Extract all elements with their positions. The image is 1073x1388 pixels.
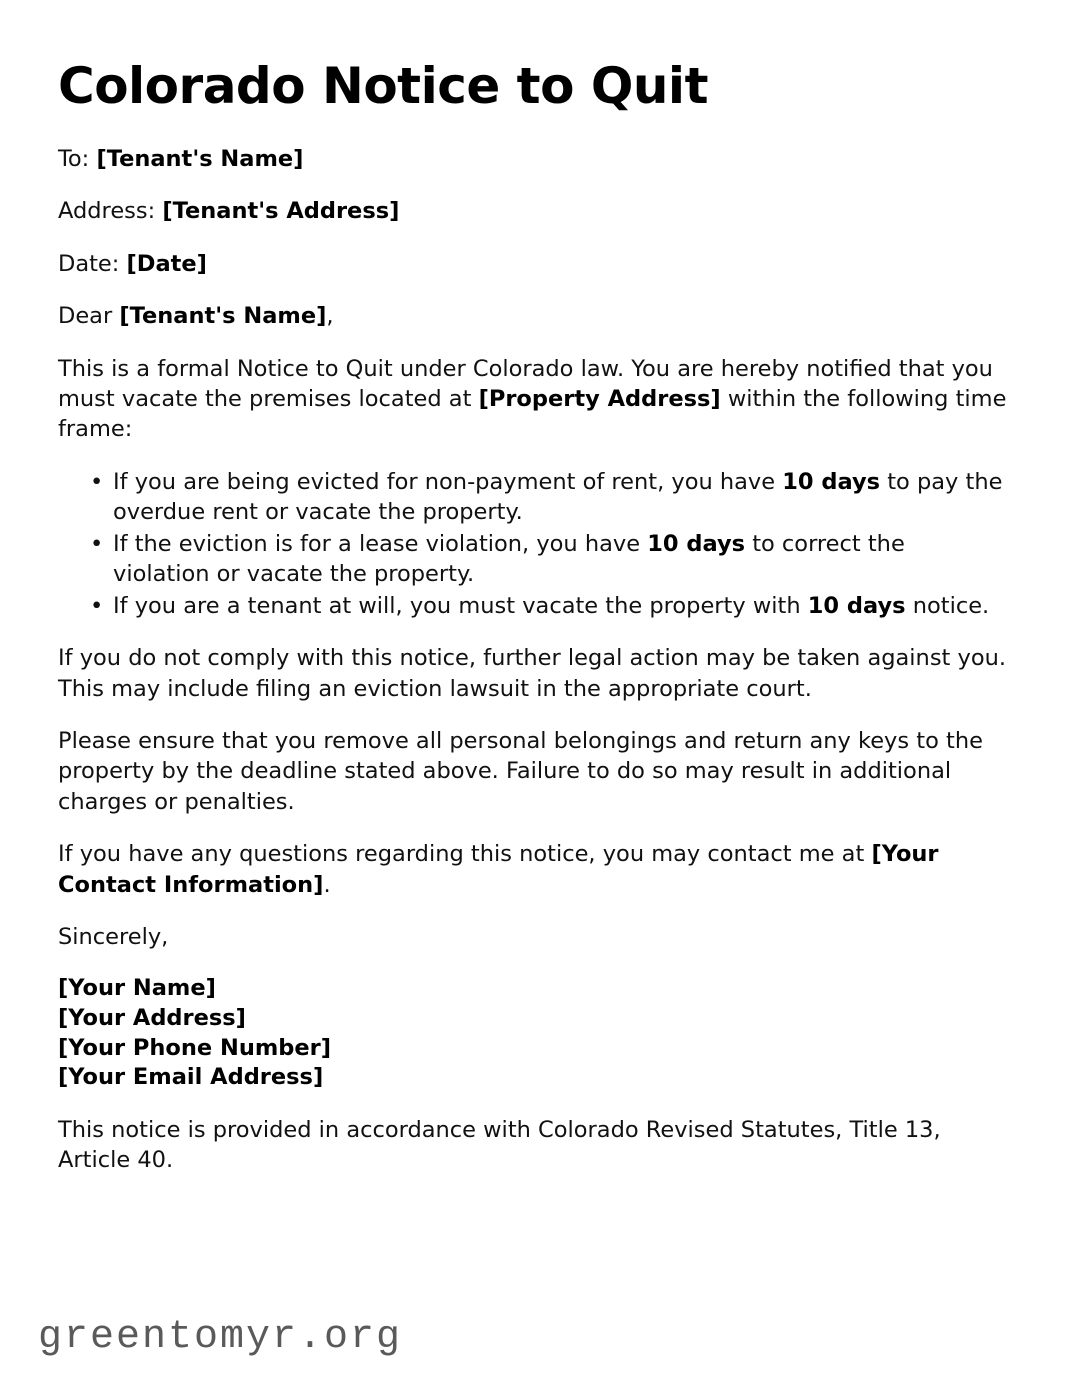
- document-content: [58, 58, 1008, 1198]
- intro-text-after: within the following time frame:: [58, 385, 1007, 443]
- signature-phone: [Your Phone Number]: [58, 1034, 332, 1061]
- field-address-value: [Tenant's Address]: [162, 198, 400, 225]
- signature-email: [Your Email Address]: [58, 1064, 324, 1091]
- timeframe-list: [58, 467, 1008, 622]
- compliance-paragraph: If you do not comply with this notice, further legal action may be taken against you. This may include filing an eviction lawsuit in the appropriate court.: [58, 645, 1007, 702]
- field-date: [58, 249, 1008, 279]
- contact-text-before: If you have any questions regarding this notice, you may contact me at: [58, 841, 865, 868]
- salutation-prefix: Dear: [58, 303, 113, 330]
- contact-text-after: .: [323, 871, 331, 898]
- bullet-emphasis: 10 days: [782, 468, 881, 495]
- intro-text-before: This is a formal Notice to Quit under Colorado law. You are hereby notified that you must vacate the premises located at: [58, 355, 993, 412]
- signature-name: [Your Name]: [58, 975, 216, 1002]
- field-to-value: [Tenant's Name]: [96, 146, 304, 172]
- bullet-emphasis: 10 days: [647, 530, 746, 557]
- bullet-text-after: to correct the violation or vacate the property.: [113, 530, 905, 588]
- list-item: [58, 529, 1008, 589]
- signature-address: [Your Address]: [58, 1005, 246, 1032]
- bullet-text-before: If you are being evicted for non-payment of rent, you have: [113, 468, 776, 495]
- bullet-text-after: notice.: [912, 593, 990, 620]
- salutation-suffix: ,: [326, 303, 334, 330]
- salutation-value: [Tenant's Name]: [119, 303, 327, 330]
- field-to: [58, 144, 1008, 174]
- list-item: [58, 591, 1008, 621]
- bullet-emphasis: 10 days: [807, 593, 906, 620]
- field-address-label: Address:: [58, 198, 156, 225]
- bullet-text-before: If you are a tenant at will, you must vacate the property with: [113, 593, 801, 620]
- statute-note: This notice is provided in accordance with Colorado Revised Statutes, Title 13, Article 40.: [58, 1117, 941, 1174]
- list-item: [58, 467, 1008, 527]
- page-title: Colorado Notice to Quit: [58, 57, 708, 115]
- site-watermark: greentomyr.org: [38, 1315, 403, 1360]
- closing-line: Sincerely,: [58, 923, 169, 950]
- belongings-paragraph: Please ensure that you remove all personal belongings and return any keys to the property by the deadline stated above. Failure to do so may result in additional charges or penalties.: [58, 728, 983, 815]
- field-date-value: [Date]: [126, 250, 207, 277]
- field-date-label: Date:: [58, 250, 120, 277]
- property-address-placeholder: [Property Address]: [478, 385, 721, 412]
- salutation: [58, 301, 1008, 331]
- bullet-text-after: to pay the overdue rent or vacate the property.: [113, 468, 1003, 525]
- field-address: [58, 196, 1008, 226]
- contact-info-placeholder: [Your Contact Information]: [58, 841, 939, 898]
- contact-paragraph: [58, 839, 1008, 900]
- signature-block: [58, 974, 1008, 1093]
- bullet-text-before: If the eviction is for a lease violation, you have: [113, 530, 641, 557]
- field-to-label: To:: [58, 146, 90, 172]
- intro-paragraph: [58, 354, 1008, 445]
